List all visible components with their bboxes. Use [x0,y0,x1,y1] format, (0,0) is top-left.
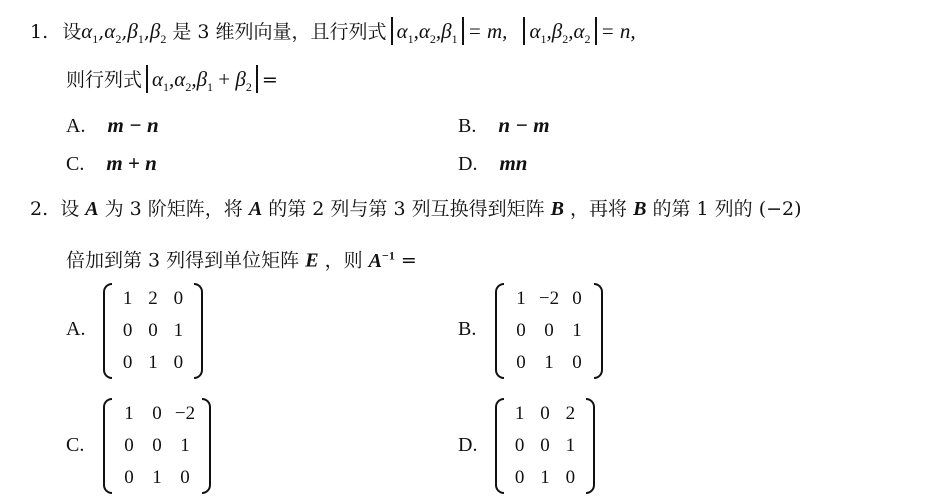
q2-option-c-label[interactable]: C. [66,434,85,456]
matrix-A-inverse: $A^{-1}$ [368,248,395,272]
det2: $\alpha_1,\beta_2,\alpha_2$ [529,19,591,47]
det3-eq: = [261,69,278,91]
det1: $\alpha_1,\alpha_2,\beta_1$ [396,19,458,47]
q2-option-b-label[interactable]: B. [458,318,477,340]
matrix-A-symbol: A [85,198,99,220]
q1-text-mid: 是 3 维列向量，且行列式 [172,21,387,43]
q2-option-b-matrix[interactable]: 1 −2 0 0 0 1 0 1 0 [495,283,603,379]
det1-eq: = m, [467,19,508,43]
vec-beta1: $\beta_1$ [127,19,144,47]
q1-stem-line2 [66,66,278,100]
q2-option-a-matrix[interactable]: 1 2 0 0 0 1 0 1 0 [103,283,203,379]
q1-stem-line1: 1. 设$\alpha_1,\alpha_2,\beta_1,\beta_2$ 是 3 维列向量，且行列式 $\alpha_1,\alpha_2,\beta_1 = m$, $\alpha_1,\beta_2,\alpha_2 = n$, [30,19,636,47]
q1-option-d[interactable]: D. mn [458,151,528,175]
q2-stem-line1: 2. 设 A 为 3 阶矩阵，将 A 的第 2 列与第 3 列互换得到矩阵 B ，再将 B 的第 1 列的 (−2) [30,198,802,220]
q1-number: 1. [30,21,49,43]
det2-eq: = n, [600,19,636,43]
q2-option-c-matrix[interactable]: 1 0 −2 0 0 1 0 1 0 [103,398,211,494]
det3: $\alpha_1,\alpha_2,\beta_1 + \beta_2$ [152,67,252,95]
q2-option-a-label[interactable]: A. [66,318,86,340]
vec-alpha2: $\alpha_2$ [104,19,122,47]
vec-beta2: $\beta_2$ [149,19,167,47]
q2-option-d-label[interactable]: D. [458,434,478,456]
q1-option-b[interactable]: B. n − m [458,113,550,137]
matrix-B-symbol: B [550,198,564,220]
q1-text: 设 [62,21,82,43]
matrix-E-symbol: E [305,249,319,272]
q2-option-d-matrix[interactable]: 1 0 2 0 0 1 0 1 0 [495,398,595,494]
vec-alpha1: $\alpha_1$ [81,19,99,47]
q2-number: 2. [30,198,49,220]
q1-option-c[interactable]: C. m + n [66,151,157,175]
q1-option-a[interactable]: A. m − n [66,113,159,137]
q1-line2-text: 则行列式 [66,69,143,91]
q2-stem-line2: 倍加到第 3 列得到单位矩阵 E ，则 $A^{-1}$ = [66,248,417,272]
